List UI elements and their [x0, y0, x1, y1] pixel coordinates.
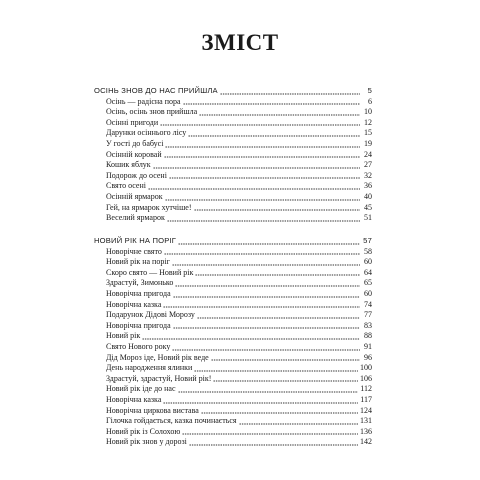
- toc-entry: [94, 395, 372, 406]
- toc-entry: [94, 353, 372, 364]
- dot-leader: [182, 427, 358, 435]
- toc-entry: [94, 139, 372, 150]
- toc-page-number: 100: [360, 363, 372, 373]
- toc-entry-title: Свято осені: [106, 181, 146, 191]
- dot-leader: [172, 343, 360, 351]
- dot-leader: [165, 140, 360, 148]
- toc-entry-title: Осінні пригоди: [106, 117, 159, 127]
- dot-leader: [220, 87, 360, 95]
- dot-leader: [175, 279, 360, 287]
- dot-leader: [148, 182, 360, 190]
- toc-page-number: 45: [364, 202, 372, 212]
- toc-entry-title: Свято Нового року: [106, 341, 171, 351]
- dot-leader: [163, 396, 358, 404]
- toc-entry: [94, 97, 372, 108]
- toc-page-number: 117: [360, 394, 372, 404]
- dot-leader: [197, 311, 360, 319]
- dot-leader: [172, 258, 360, 266]
- toc-entry-title: Новорічна казка: [106, 299, 162, 309]
- dot-leader: [189, 438, 358, 446]
- toc-entry: [94, 300, 372, 311]
- toc-entry: [94, 278, 372, 289]
- toc-page-number: 40: [364, 191, 372, 201]
- toc-entry-title: Скоро свято — Новий рік: [106, 267, 194, 277]
- toc-entry: [94, 363, 372, 374]
- toc-page-number: 27: [364, 160, 372, 170]
- toc-page-number: 124: [360, 405, 372, 415]
- toc-entry-title: Новорічна казка: [106, 394, 162, 404]
- dot-leader: [164, 247, 360, 255]
- toc-entry: [94, 321, 372, 332]
- toc-page-number: 32: [364, 170, 372, 180]
- toc-entry-title: Осінній коровай: [106, 149, 162, 159]
- toc-page-number: 51: [364, 213, 372, 223]
- dot-leader: [213, 374, 358, 382]
- dot-leader: [239, 417, 358, 425]
- toc-entry: [94, 107, 372, 118]
- toc-entry: [94, 310, 372, 321]
- toc-entry: [94, 247, 372, 258]
- toc-entry-title: День народження ялинки: [106, 363, 193, 373]
- toc-entry-title: Подорож до осені: [106, 170, 167, 180]
- dot-leader: [164, 150, 360, 158]
- toc-entry-title: Здрастуй, Зимонько: [106, 278, 174, 288]
- toc-page-number: 106: [360, 373, 372, 383]
- toc-section-new-year: [94, 236, 372, 448]
- toc-entry-title: Осінь, осінь знов прийшла: [106, 107, 198, 117]
- dot-leader: [183, 97, 360, 105]
- toc-page-number: 36: [364, 181, 372, 191]
- toc-page-number: 12: [364, 117, 372, 127]
- toc-page-number: 91: [364, 341, 372, 351]
- dot-leader: [165, 193, 360, 201]
- toc-entry: [94, 427, 372, 438]
- dot-leader: [195, 268, 360, 276]
- toc-entry-title: Гей, на ярмарок хутчіше!: [106, 202, 192, 212]
- toc-entry: [94, 171, 372, 182]
- toc-entry-title: Новорічна пригода: [106, 320, 171, 330]
- page-title: ЗМІСТ: [201, 30, 279, 55]
- toc-page-number: 10: [364, 107, 372, 117]
- toc-entry: [94, 331, 372, 342]
- toc-entry-title: У гості до бабусі: [106, 138, 164, 148]
- dot-leader: [160, 118, 360, 126]
- toc-page-number: 6: [368, 96, 372, 106]
- toc-page-number: 5: [367, 86, 372, 95]
- toc-entry-title: Кошик яблук: [106, 160, 151, 170]
- toc-entry-title: Осінь — радісна пора: [106, 96, 181, 106]
- toc-page-number: 74: [364, 299, 372, 309]
- toc-entry-title: Осінній ярмарок: [106, 191, 163, 201]
- toc-entry-title: Веселий ярмарок: [106, 213, 165, 223]
- toc-entry: [94, 257, 372, 268]
- toc-page-number: 88: [364, 331, 372, 341]
- toc-page-number: 142: [360, 437, 372, 447]
- toc-page-number: 19: [364, 138, 372, 148]
- toc-entry-title: Новий рік із Солохою: [106, 426, 181, 436]
- toc-entry: [94, 437, 372, 448]
- toc-entry-title: Новорічна пригода: [106, 288, 171, 298]
- toc-entry-title: Новий рік знов у дорозі: [106, 437, 187, 447]
- toc-entry: [94, 268, 372, 279]
- dot-leader: [188, 129, 360, 137]
- toc-entry: [94, 406, 372, 417]
- toc-entry-title: Новий рік на поріг: [106, 257, 170, 267]
- toc-entry-title: Новий рік іде до нас: [106, 384, 176, 394]
- dot-leader: [201, 406, 358, 414]
- dot-leader: [169, 171, 360, 179]
- dot-leader: [173, 321, 360, 329]
- toc-page-number: 83: [364, 320, 372, 330]
- toc-entry: [94, 374, 372, 385]
- dot-leader: [173, 290, 360, 298]
- dot-leader: [167, 214, 360, 222]
- dot-leader: [178, 385, 359, 393]
- dot-leader: [211, 353, 360, 361]
- toc-entry: [94, 342, 372, 353]
- dot-leader: [153, 161, 360, 169]
- toc-entry-title: НОВИЙ РІК НА ПОРІГ: [94, 236, 177, 245]
- toc-page-number: 58: [364, 246, 372, 256]
- toc-section-autumn: [94, 86, 372, 224]
- dot-leader: [142, 332, 360, 340]
- toc-page-number: 131: [360, 416, 372, 426]
- dot-leader: [194, 203, 361, 211]
- toc-entry-title: Дід Мороз іде, Новий рік веде: [106, 352, 209, 362]
- toc-entry-title: Здрастуй, здрастуй, Новий рік!: [106, 373, 212, 383]
- toc-entry: [94, 289, 372, 300]
- toc-page-number: 77: [364, 310, 372, 320]
- toc-entry: [94, 192, 372, 203]
- toc-page-number: 60: [364, 288, 372, 298]
- toc-page-number: 15: [364, 128, 372, 138]
- toc-entry: [94, 416, 372, 427]
- toc-entry: [94, 128, 372, 139]
- toc-entry: [94, 181, 372, 192]
- toc-entry-title: Новий рік: [106, 331, 141, 341]
- dot-leader: [178, 237, 360, 245]
- toc-page-number: 57: [363, 236, 372, 245]
- toc-entry-title: Новорічне свято: [106, 246, 162, 256]
- toc-entry-title: ОСІНЬ ЗНОВ ДО НАС ПРИЙШЛА: [94, 86, 218, 95]
- toc-section-heading: [94, 236, 372, 247]
- toc-entry-title: Подарунок Дідові Морозу: [106, 310, 195, 320]
- toc-entry: [94, 213, 372, 224]
- toc-entry-title: Дарунки осіннього лісу: [106, 128, 187, 138]
- toc-page-number: 136: [360, 426, 372, 436]
- toc-entry: [94, 150, 372, 161]
- toc-page-number: 96: [364, 352, 372, 362]
- toc-entry: [94, 118, 372, 129]
- toc-entry-title: Новорічна циркова вистава: [106, 405, 199, 415]
- toc-page-number: 64: [364, 267, 372, 277]
- toc-page-number: 65: [364, 278, 372, 288]
- toc-page-number: 24: [364, 149, 372, 159]
- dot-leader: [194, 364, 358, 372]
- toc-section-heading: [94, 86, 372, 97]
- toc-entry: [94, 203, 372, 214]
- toc-entry: [94, 160, 372, 171]
- dot-leader: [199, 108, 360, 116]
- toc-entry-title: Гілочка гойдається, казка починається: [106, 416, 237, 426]
- dot-leader: [163, 300, 360, 308]
- toc-entry: [94, 384, 372, 395]
- toc-page-number: 60: [364, 257, 372, 267]
- toc-page-number: 112: [360, 384, 372, 394]
